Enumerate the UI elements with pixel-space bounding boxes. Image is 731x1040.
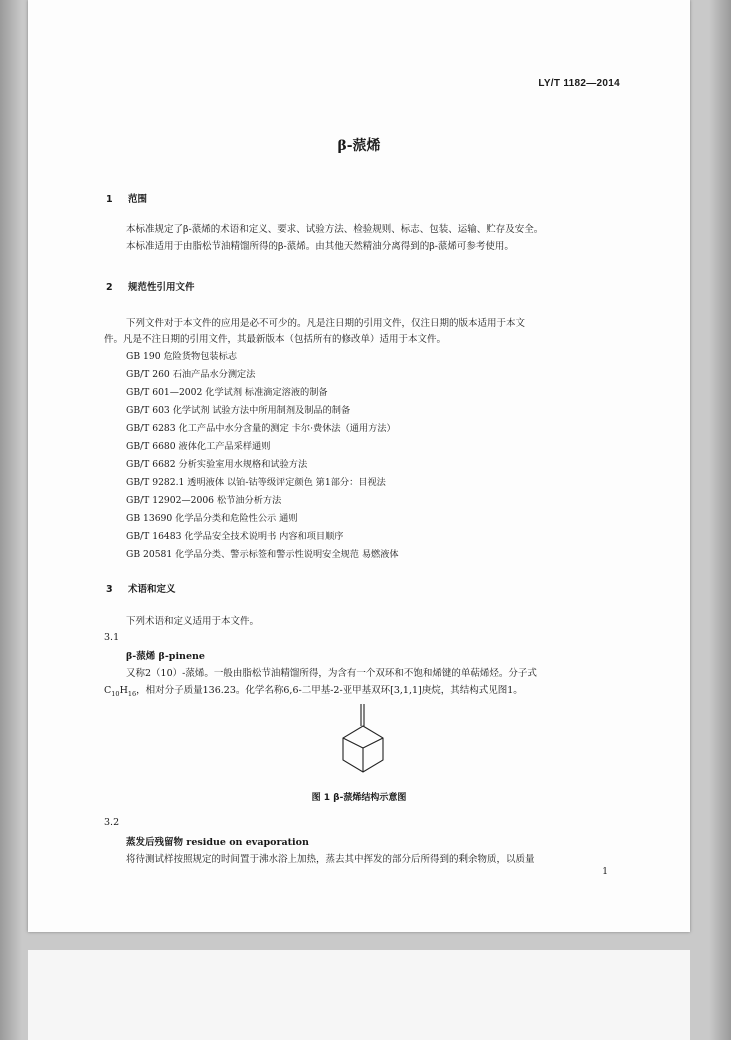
section-2-intro-line-2: 件。凡是不注日期的引用文件，其最新版本（包括所有的修改单）适用于本文件。 (104, 334, 447, 345)
definition-line-2-text: ，相对分子质量136.23。化学名称6,6-二甲基-2-亚甲基双环[3,1,1]庚烷，其结构式见图1。 (136, 685, 523, 696)
section-1-paragraph-2: 本标准适用于由脂松节油精馏所得的β-蒎烯。由其他天然精油分离得到的β-蒎烯可参考使用。 (126, 241, 514, 252)
reference-item: GB/T 603 化学试剂 试验方法中所用制剂及制品的制备 (126, 405, 351, 416)
section-2-heading (106, 279, 195, 293)
page-number: 1 (602, 867, 608, 877)
term-beta-pinene: β-蒎烯 β-pinene (126, 651, 205, 662)
reference-item: GB/T 6283 化工产品中水分含量的测定 卡尔·费休法（通用方法） (126, 423, 396, 434)
section-1-paragraph-1: 本标准规定了β-蒎烯的术语和定义、要求、试验方法、检验规则、标志、包装、运输、贮存及安全。 (126, 224, 544, 235)
definition-line-1: 又称2（10）-蒎烯。一般由脂松节油精馏所得，为含有一个双环和不饱和烯键的单萜烯烃。分子式 (126, 668, 537, 679)
reference-item: GB/T 16483 化学品安全技术说明书 内容和项目顺序 (126, 531, 344, 542)
next-page-preview (28, 950, 690, 1040)
reference-item: GB/T 12902—2006 松节油分析方法 (126, 495, 282, 506)
standard-number: LY/T 1182—2014 (538, 78, 620, 89)
formula-carbon-count: 10 (111, 689, 120, 698)
figure-caption: 图 1 β-蒎烯结构示意图 (311, 793, 407, 803)
section-3-intro: 下列术语和定义适用于本文件。 (126, 616, 260, 627)
subsection-3-2-number: 3.2 (104, 817, 120, 828)
reference-item: GB/T 260 石油产品水分测定法 (126, 369, 256, 380)
page-title: β-蒎烯 (337, 138, 381, 154)
reference-item: GB 190 危险货物包装标志 (126, 351, 237, 362)
formula-hydrogen-count: 16 (127, 689, 137, 698)
term-residue: 蒸发后残留物 residue on evaporation (126, 837, 309, 848)
reference-item: GB/T 9282.1 透明液体 以铂-钴等级评定颜色 第1部分：目视法 (126, 477, 386, 488)
formula-carbon: C (104, 685, 112, 696)
section-2-number: 2 (106, 282, 113, 293)
subsection-3-1-number: 3.1 (104, 632, 120, 643)
section-3-title: 术语和定义 (128, 584, 176, 595)
bridge-bond-2 (363, 738, 383, 748)
document-page (28, 0, 690, 932)
beta-pinene-structure-figure (333, 702, 393, 782)
reference-item: GB 13690 化学品分类和危险性公示 通则 (126, 513, 298, 524)
bridge-bond-1 (343, 738, 363, 748)
reference-item: GB 20581 化学品分类、警示标签和警示性说明安全规范 易燃液体 (126, 549, 399, 560)
section-3-number: 3 (106, 584, 113, 595)
section-3-heading (106, 581, 176, 595)
section-2-intro-line-1: 下列文件对于本文件的应用是必不可少的。凡是注日期的引用文件，仅注日期的版本适用于本文 (126, 318, 526, 329)
section-1-heading (106, 191, 147, 205)
section-1-number: 1 (106, 194, 113, 205)
reference-item: GB/T 601—2002 化学试剂 标准滴定溶液的制备 (126, 387, 328, 398)
section-1-title: 范围 (128, 194, 148, 205)
definition-3-2-line-1: 将待测试样按照规定的时间置于沸水浴上加热，蒸去其中挥发的部分后所得到的剩余物质，以质量 (126, 854, 535, 865)
section-2-title: 规范性引用文件 (128, 282, 195, 293)
formula-hydrogen: H (119, 685, 128, 696)
definition-line-2 (104, 682, 523, 703)
reference-item: GB/T 6680 液体化工产品采样通则 (126, 441, 271, 452)
reference-item: GB/T 6682 分析实验室用水规格和试验方法 (126, 459, 308, 470)
